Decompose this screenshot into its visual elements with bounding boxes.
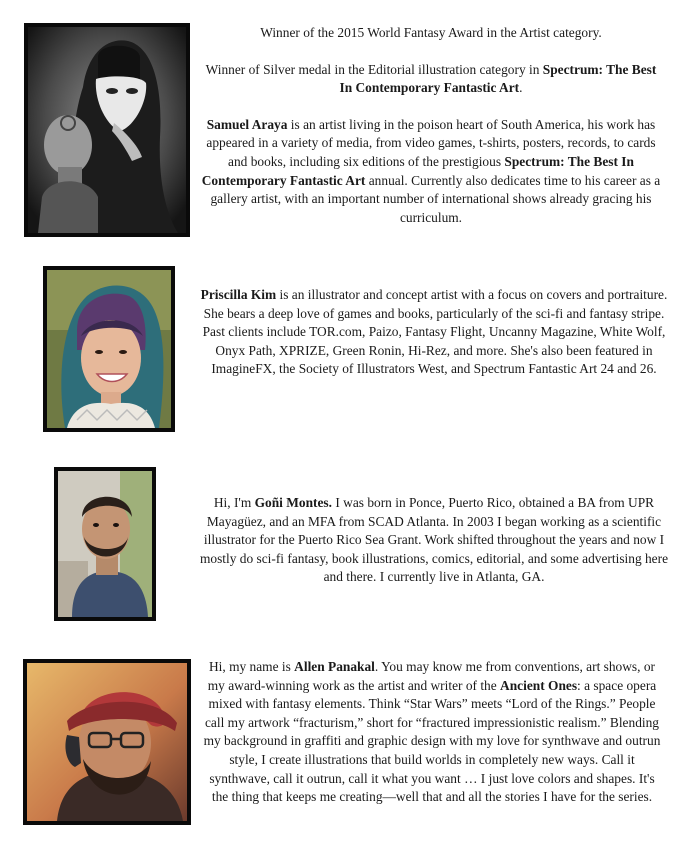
artist-name: Allen Panakal — [294, 659, 375, 674]
priscilla-kim-bio — [196, 286, 672, 379]
samuel-araya-bio — [200, 24, 662, 227]
spectrum-title: Spectrum: The Best In Contemporary Fantastic Art — [201, 153, 634, 188]
award-world-fantasy: Winner of the 2015 World Fantasy Award in the Artist category. — [260, 25, 602, 40]
award-spectrum: Winner of Silver medal in the Editorial illustration category in Spectrum: The Best In Contemporary Fantastic Art. — [205, 61, 657, 96]
goni-montes-bio — [196, 494, 672, 587]
priscilla-kim-description: Priscilla Kim is an illustrator and concept artist with a focus on covers and portraiture. She bears a deep love of games and books, particularly of the sci-fi and fantasy stripe. Past clients include TOR.com, Paizo, Fantasy Flight, Uncanny Magazine, White Wolf, Onyx Path, XPRIZE, Green Ronin, Hi-Rez, and more. She's also been featured in ImagineFX, the Society of Illustrators West, and Spectrum Fantastic Art 24 and 26. — [200, 287, 668, 377]
samuel-araya-description: Samuel Araya is an artist living in the poison heart of South America, his work has appeared in a variety of media, from video games, t-shirts, posters, records, to cards and books, including six editions of the prestigious Spectrum: The Best In Contemporary Fantastic Art annual. Currently also dedicates time to his career as a gallery artist, with an important number of international shows already gracing his curriculum. — [201, 116, 661, 225]
allen-panakal-bio — [200, 658, 664, 807]
goni-montes-photo — [54, 467, 156, 621]
samuel-araya-photo — [24, 23, 190, 237]
artist-name: Priscilla Kim — [200, 287, 277, 302]
series-title: Ancient Ones — [500, 677, 578, 693]
goni-montes-description: Hi, I'm Goñi Montes. I was born in Ponce, Puerto Rico, obtained a BA from UPR Mayagüez, and an MFA from SCAD Atlanta. In 2003 I began working as a scientific illustrator for the Puerto Rico Sea Grant. Work shifted throughout the years and now I mostly do sci-fi fantasy, book illustrations, comics, editorial, and some advertising here and there. I currently live in Atlanta, GA. — [199, 495, 669, 585]
priscilla-kim-photo — [43, 266, 175, 432]
allen-panakal-description: Hi, my name is Allen Panakal. You may know me from conventions, art shows, or my award-winning work as the artist and writer of the Ancient Ones: a space opera mixed with fantasy elements. Think “Star Wars” meets “Lord of the Rings.” People call my artwork “fracturism,” short for “fractured impressionistic realism.” Blending my background in graffiti and graphic design with my love for synthwave and outrun style, I create illustrations that build worlds in completely new ways. Call it synthwave, call it outrun, call it what you want … I just love colors and shapes. It's the thing that keeps me creating—well that and all the stories I have for the series. — [203, 659, 661, 805]
artist-name: Samuel Araya — [206, 116, 288, 132]
artist-name: Goñi Montes. — [254, 495, 332, 510]
allen-panakal-photo — [23, 659, 191, 825]
spectrum-title: Spectrum: The Best In Contemporary Fantastic Art — [339, 61, 657, 96]
